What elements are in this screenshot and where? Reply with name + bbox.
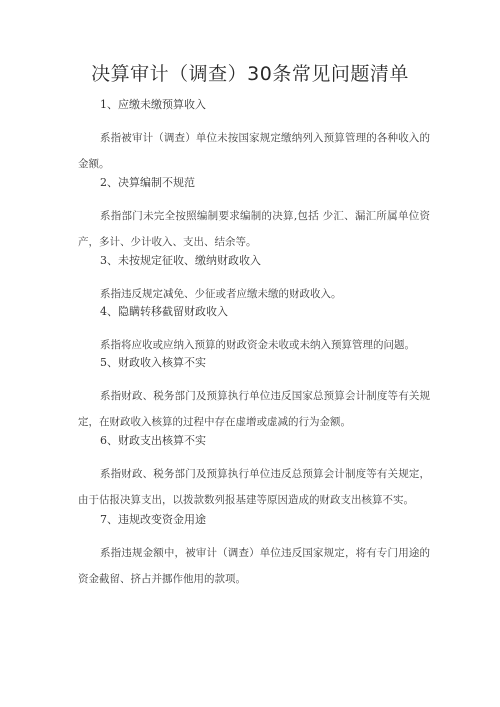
item-heading: 4、隐瞒转移截留财政收入 bbox=[100, 305, 228, 318]
list-item bbox=[0, 433, 500, 513]
item-body: 系指将应收或应纳入预算的财政资金未收或未纳入预算管理的问题。 bbox=[100, 339, 415, 351]
item-heading: 1、应缴未缴预算收入 bbox=[100, 98, 206, 111]
item-body: 系指被审计（调查）单位未按国家规定缴纳列入预算管理的各种收入的金额。 bbox=[78, 132, 430, 170]
list-item bbox=[0, 253, 500, 307]
item-heading: 2、决算编制不规范 bbox=[100, 176, 195, 189]
item-heading: 5、财政收入核算不实 bbox=[100, 356, 206, 369]
list-item bbox=[0, 175, 500, 255]
item-heading: 7、违规改变资金用途 bbox=[100, 513, 206, 526]
list-item bbox=[0, 355, 500, 435]
item-heading: 3、未按规定征收、缴纳财政收入 bbox=[100, 254, 261, 267]
item-body: 系指违反规定减免、少征或者应缴未缴的财政收入。 bbox=[100, 288, 342, 300]
item-body: 系指财政、税务部门及预算执行单位违反总预算会计制度等有关规定，由于估报决算支出，以拨款数列报基建等原因造成的财政支出核算不实。 bbox=[78, 468, 430, 506]
list-item bbox=[0, 512, 500, 592]
item-body: 系指部门未完全按照编制要求编制的决算,包括 少汇、漏汇所属单位资产，多计、少计收入、支出、结余等。 bbox=[78, 210, 430, 248]
item-heading: 6、财政支出核算不实 bbox=[100, 434, 206, 447]
item-body: 系指违规金额中，被审计（调查）单位违反国家规定，将有专门用途的资金截留、挤占并挪作他用的款项。 bbox=[78, 547, 430, 585]
document-title: 决算审计（调查）30条常见问题清单 bbox=[91, 63, 409, 85]
item-body: 系指财政、税务部门及预算执行单位违反国家总预算会计制度等有关规定，在财政收入核算的过程中存在虚增或虚减的行为金额。 bbox=[78, 390, 430, 428]
list-item bbox=[0, 304, 500, 358]
list-item bbox=[0, 97, 500, 177]
